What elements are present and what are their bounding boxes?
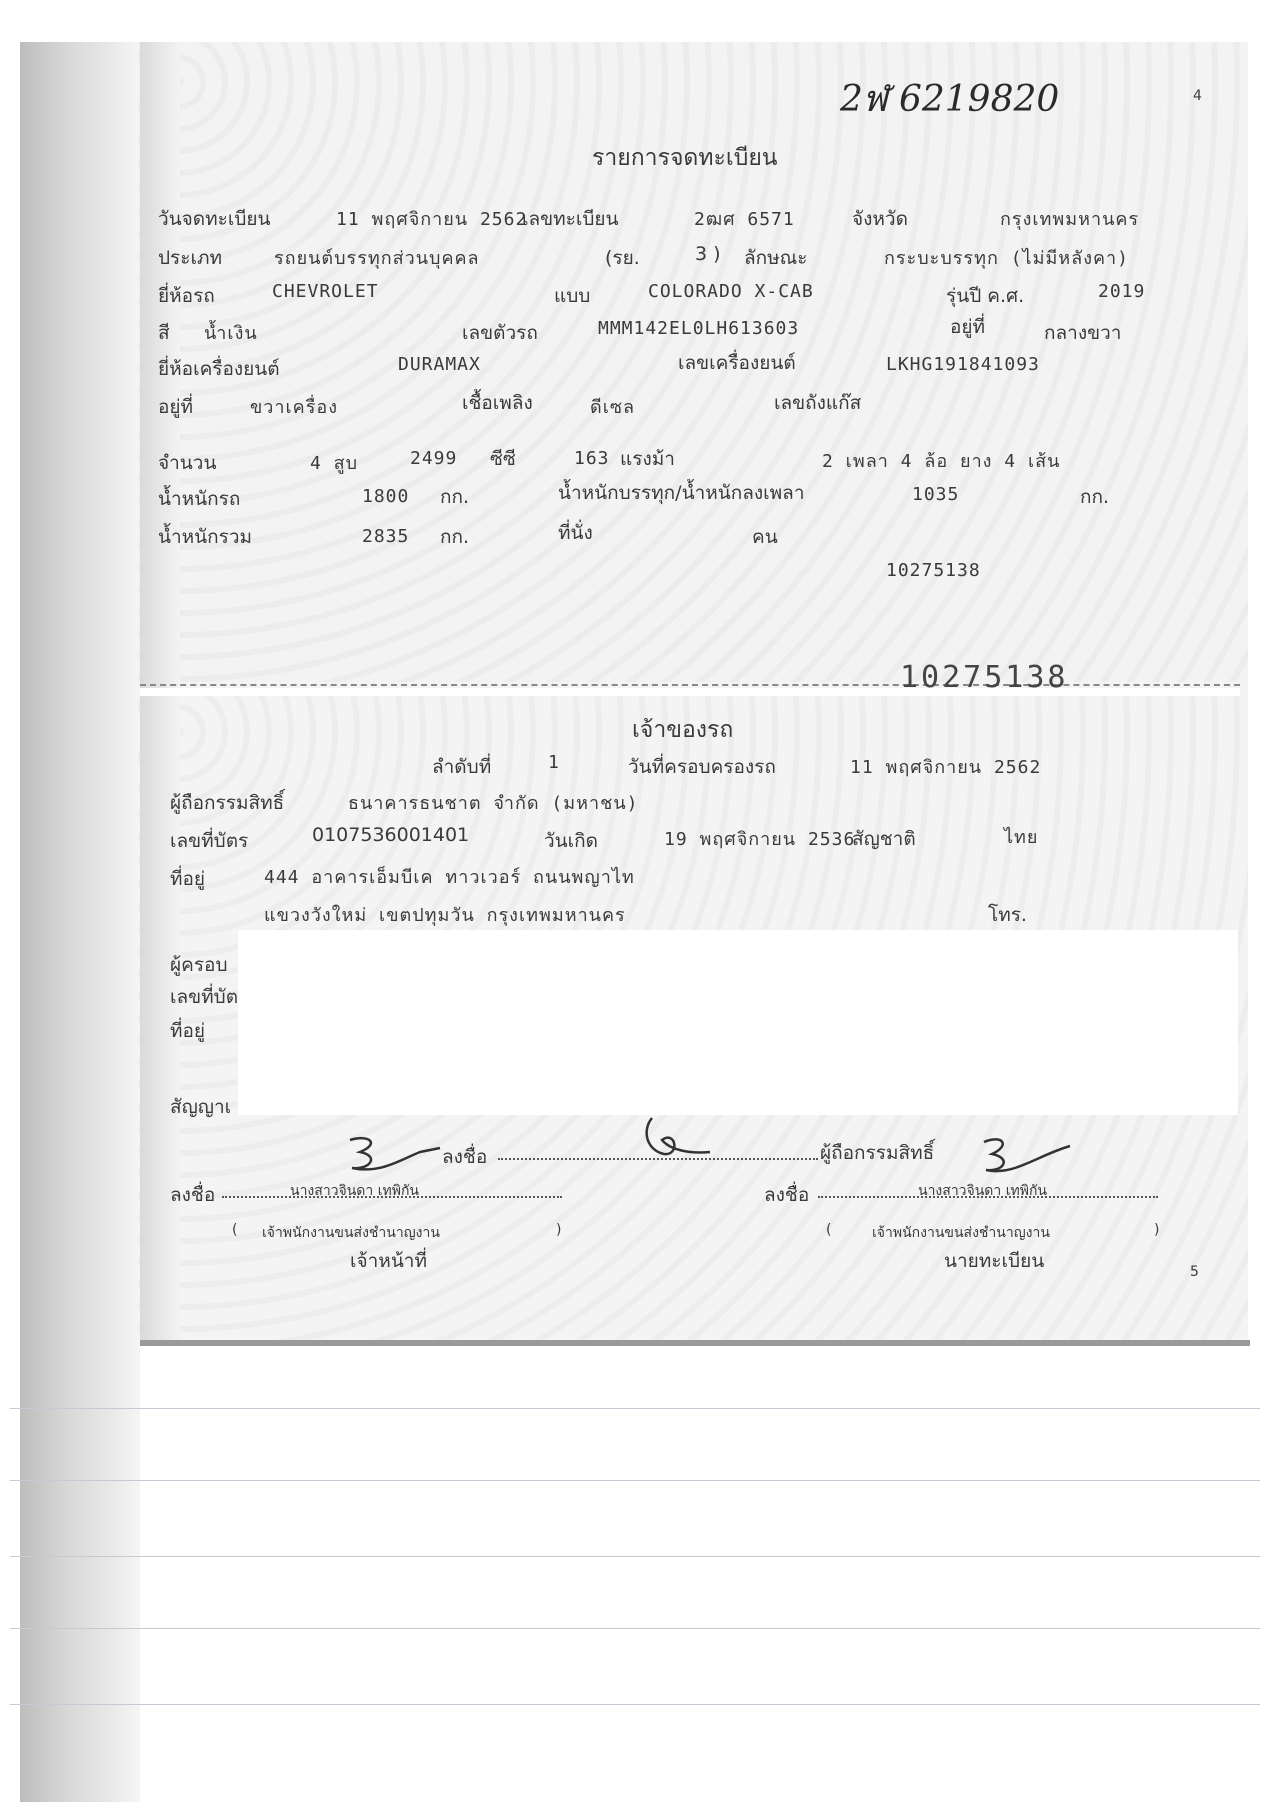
section2-title: เจ้าของรถ (632, 717, 734, 743)
phone-label: โทร. (988, 904, 1027, 926)
reg-date: 11 พฤศจิกายน 2562 (336, 209, 528, 230)
cc-unit: ซีซี (490, 448, 516, 470)
province-label: จังหวัด (852, 208, 908, 230)
year-label: รุ่นปี ค.ศ. (946, 285, 1025, 307)
order-number: 1 (548, 752, 560, 773)
registrar-position: เจ้าพนักงานขนส่งชำนาญงาน (872, 1225, 1050, 1241)
ruled-line (10, 1628, 1260, 1629)
reg-date-label: วันจดทะเบียน (158, 208, 271, 230)
plate-number: 2ฒศ 6571 (694, 209, 795, 230)
fold-gap (140, 688, 1240, 696)
horsepower: 163 (574, 448, 610, 469)
birth-label: วันเกิด (544, 830, 598, 852)
officer-sign-label: ลงชื่อ (170, 1184, 216, 1206)
nationality: ไทย (1004, 827, 1039, 848)
nationality-label: สัญชาติ (852, 828, 916, 850)
registrar-name: นางสาวจินดา เทพิกัน (918, 1183, 1048, 1199)
birth-date: 19 พฤศจิกายน 2536 (664, 829, 856, 850)
perforation-line (140, 684, 1240, 686)
section1-title: รายการจดทะเบียน (592, 145, 778, 171)
engine-brand-label: ยี่ห้อเครื่องยนต์ (158, 358, 280, 380)
id-label: เลขที่บัตร (170, 830, 249, 852)
vehicle-type: รถยนต์บรรทุกส่วนบุคคล (274, 248, 480, 269)
model: COLORADO X-CAB (648, 281, 814, 302)
fuel-label: เชื้อเพลิง (462, 392, 533, 414)
chassis-label: เลขตัวรถ (462, 322, 538, 344)
load-weight: 1035 (912, 484, 960, 505)
ry-value: 3 ) (695, 243, 721, 265)
gross-weight-label: น้ำหนักรวม (158, 526, 253, 548)
weight-unit: กก. (440, 486, 470, 508)
officer-title: เจ้าหน้าที่ (350, 1250, 428, 1272)
address-line1: 444 อาคารเอ็มบีเค ทาวเวอร์ ถนนพญาไท (264, 867, 635, 888)
address-label: ที่อยู่ (170, 868, 206, 890)
engine-number: LKHG191841093 (886, 354, 1040, 375)
page-number-bottom: 5 (1190, 1264, 1199, 1280)
possessor-address-label: ที่อยู่ (170, 1020, 206, 1042)
document-number: 10275138 (886, 560, 981, 581)
weight-label: น้ำหนักรถ (158, 488, 241, 510)
load-label: น้ำหนักบรรทุก/น้ำหนักลงเพลา (558, 482, 805, 504)
horsepower-unit: แรงม้า (620, 448, 675, 470)
page-number-top: 4 (1193, 88, 1202, 104)
registrar-title: นายทะเบียน (944, 1250, 1045, 1272)
weight: 1800 (362, 486, 410, 507)
possession-date-label: วันที่ครอบครองรถ (628, 756, 776, 778)
fuel: ดีเซล (590, 397, 636, 418)
chassis-number: MMM142EL0LH613603 (598, 318, 800, 339)
at-label: อยู่ที่ (950, 316, 986, 338)
officer-position: เจ้าพนักงานขนส่งชำนาญงาน (262, 1225, 440, 1241)
ruled-line (10, 1704, 1260, 1705)
ruled-line (10, 1408, 1260, 1409)
province: กรุงเทพมหานคร (1000, 209, 1140, 230)
redacted-area (238, 930, 1238, 1115)
gas-tank-label: เลขถังแก๊ส (774, 392, 862, 414)
color-label: สี (158, 322, 170, 344)
type-label: ประเภท (158, 247, 223, 269)
registrar-sign-label: ลงชื่อ (764, 1184, 810, 1206)
axles-wheels: 2 เพลา 4 ล้อ ยาง 4 เส้น (822, 451, 1061, 472)
brand-label: ยี่ห้อรถ (158, 285, 215, 307)
ruled-line (10, 1480, 1260, 1481)
model-label: แบบ (554, 285, 591, 307)
seats-unit: คน (752, 526, 778, 548)
vehicle-color: น้ำเงิน (204, 323, 258, 344)
engine-at-label: อยู่ที่ (158, 396, 194, 418)
officer-paren-close: ) (556, 1222, 562, 1238)
owner-sign-suffix: ผู้ถือกรรมสิทธิ์ (820, 1142, 935, 1164)
owner-label: ผู้ถือกรรมสิทธิ์ (170, 792, 285, 814)
plate-label: เลขทะเบียน (522, 208, 619, 230)
possessor-id-label: เลขที่บัต (170, 986, 239, 1008)
count-label: จำนวน (158, 452, 217, 474)
gross-weight: 2835 (362, 526, 410, 547)
ruled-line (10, 1556, 1260, 1557)
handwritten-plate: 2ฬ 6219820 (840, 79, 1060, 120)
owner-sign-label: ลงชื่อ (442, 1146, 488, 1168)
engine-brand: DURAMAX (398, 354, 481, 375)
engine-location: ขวาเครื่อง (250, 397, 338, 418)
possessor-label: ผู้ครอบ (170, 954, 228, 976)
id-number: 0107536001401 (312, 824, 470, 846)
contract-label: สัญญาเ (170, 1096, 232, 1118)
load-unit: กก. (1080, 486, 1110, 508)
address-line2: แขวงวังใหม่ เขตปทุมวัน กรุงเทพมหานคร (264, 905, 626, 926)
cc-value: 2499 (410, 448, 458, 469)
sheet-bottom-edge (140, 1340, 1250, 1346)
officer-paren-open: ( (232, 1222, 238, 1238)
feature-label: ลักษณะ (744, 247, 808, 269)
ry-label: (รย. (605, 247, 640, 269)
vehicle-feature: กระบะบรรทุก (ไม่มีหลังคา) (884, 248, 1129, 269)
seats-label: ที่นั่ง (558, 522, 593, 544)
owner-name: ธนาคารธนชาต จำกัด (มหาชน) (348, 793, 639, 814)
cylinders: 4 สูบ (310, 453, 359, 474)
engine-number-label: เลขเครื่องยนต์ (678, 352, 796, 374)
document-number-large: 10275138 (900, 660, 1069, 695)
possession-date: 11 พฤศจิกายน 2562 (850, 757, 1042, 778)
order-label: ลำดับที่ (432, 756, 492, 778)
scan-shadow (20, 42, 140, 1802)
registrar-paren-open: ( (826, 1222, 832, 1238)
officer-name: นางสาวจินดา เทพิกัน (290, 1183, 420, 1199)
brand: CHEVROLET (272, 281, 379, 302)
registrar-paren-close: ) (1154, 1222, 1160, 1238)
chassis-location: กลางขวา (1044, 322, 1122, 344)
owner-signature-mark (640, 1110, 720, 1170)
gross-unit: กก. (440, 526, 470, 548)
model-year: 2019 (1098, 281, 1146, 302)
